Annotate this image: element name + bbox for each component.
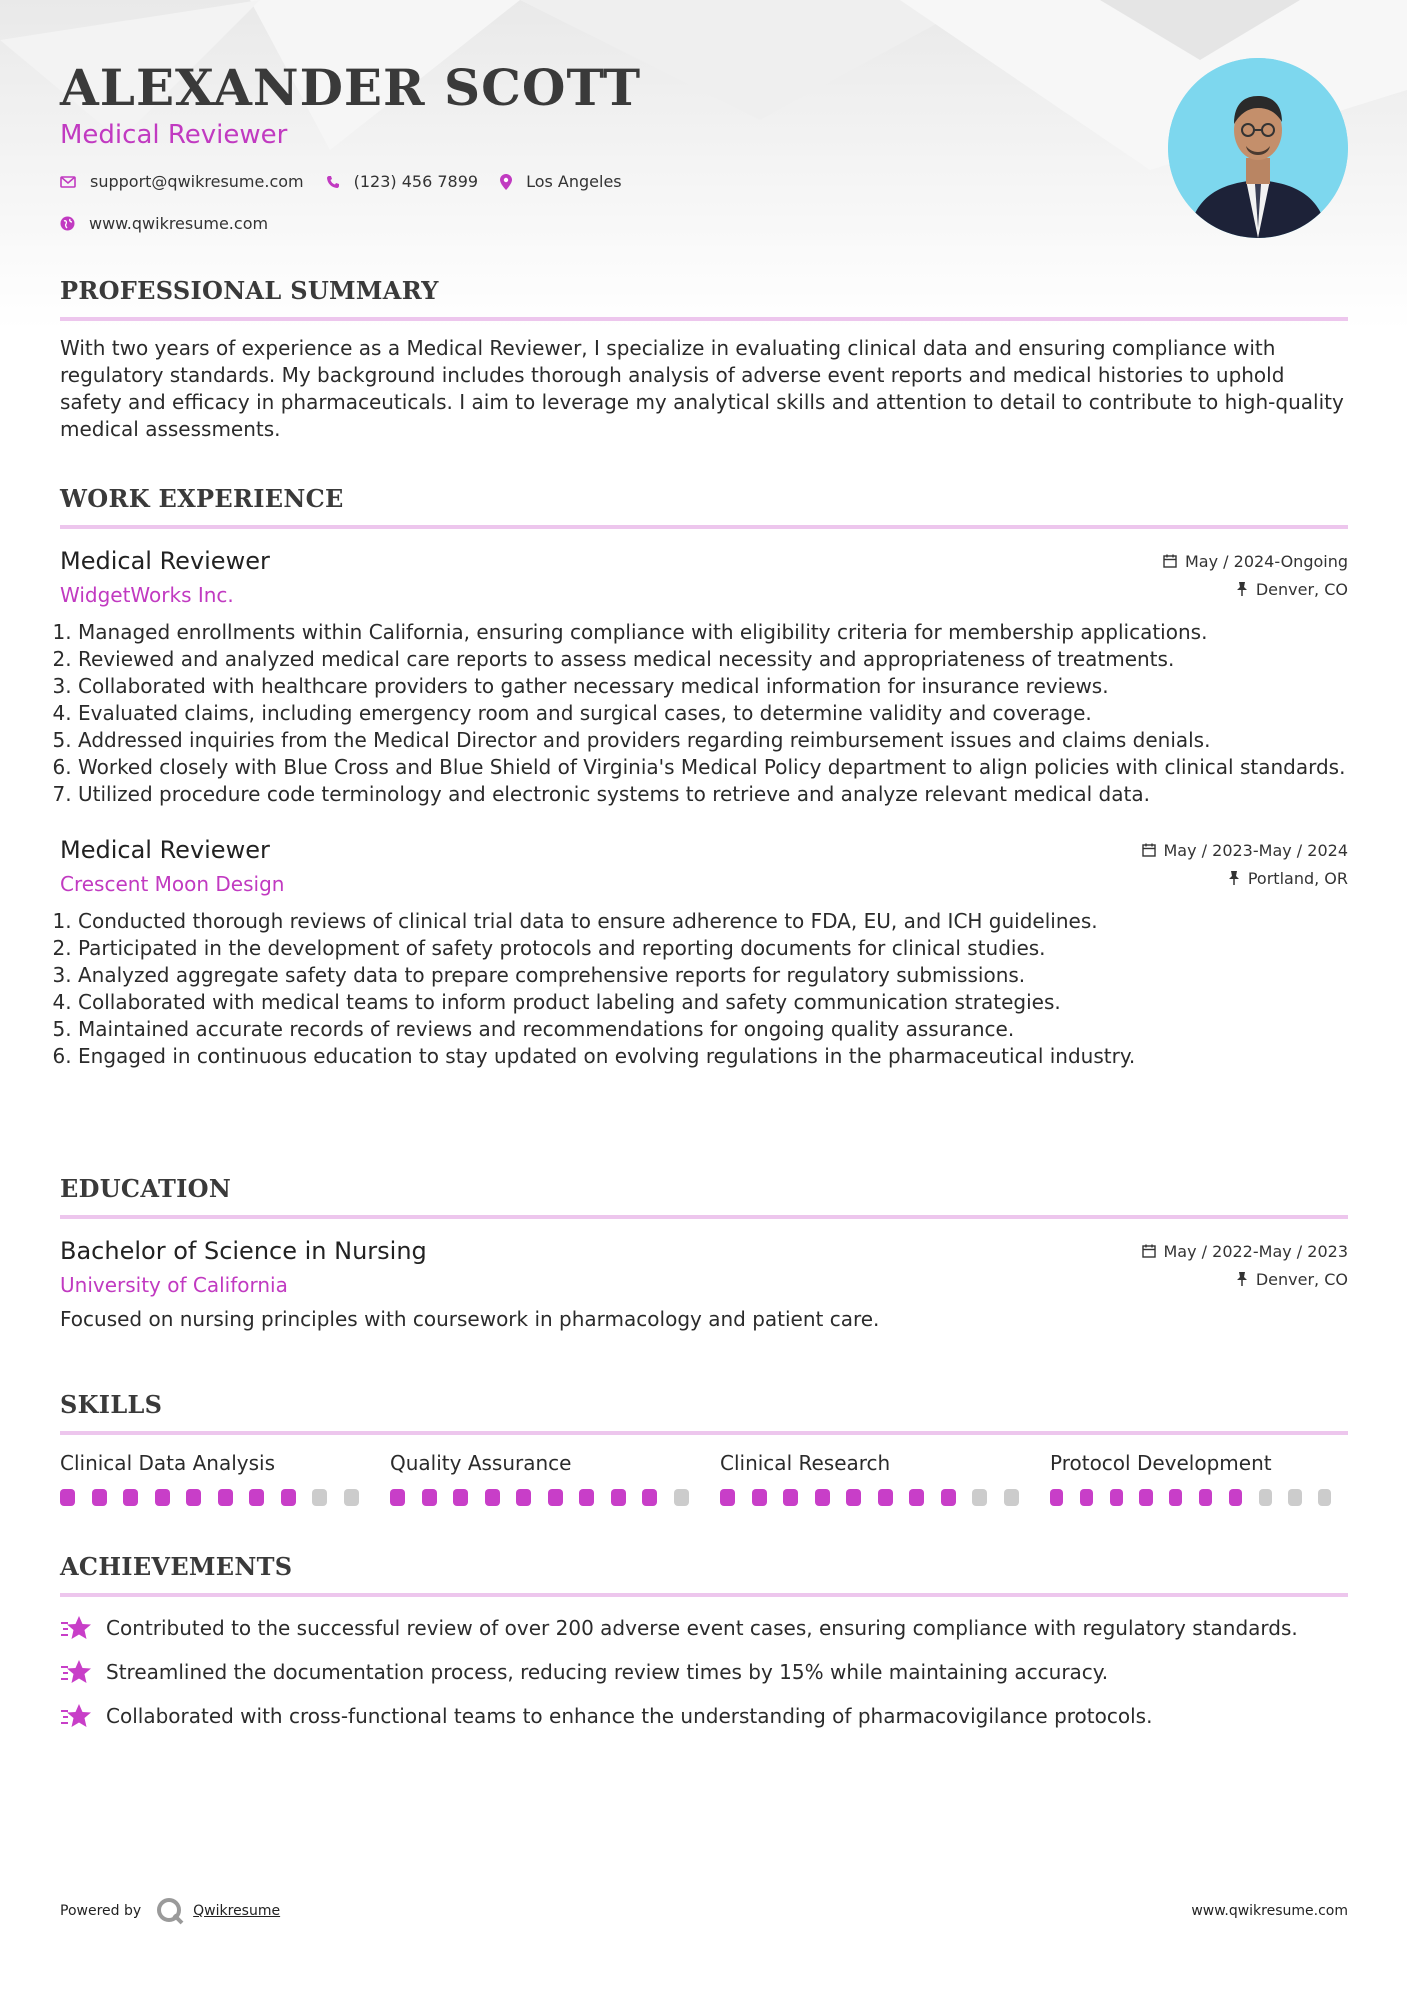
- skill-rating: [60, 1489, 390, 1506]
- contact-row: [60, 172, 644, 191]
- education-meta: [1142, 1237, 1349, 1293]
- skill-name: Clinical Research: [720, 1451, 891, 1475]
- list-item: 3. Collaborated with healthcare providers to gather necessary medical information for insurance reviews.: [78, 673, 1348, 700]
- summary-text: With two years of experience as a Medical Reviewer, I specialize in evaluating clinical data and ensuring compliance with regulatory standards. My background includes thorough analysis of adverse event reports and medical histories to uphold safety and efficacy in pharmaceuticals. I aim to leverage my analytical skills and attention to detail to contribute to high-quality medical assessments.: [60, 336, 1344, 441]
- rating-dot-filled: [186, 1489, 201, 1506]
- list-item: 5. Maintained accurate records of reviews and recommendations for ongoing quality assurance.: [78, 1016, 1348, 1043]
- rating-dot-filled: [281, 1489, 296, 1506]
- summary-heading: PROFESSIONAL SUMMARY: [60, 276, 1348, 321]
- school-name: University of California: [60, 1273, 288, 1297]
- job-dates: May / 2023-May / 2024: [1163, 840, 1348, 860]
- education-dates: May / 2022-May / 2023: [1163, 1241, 1348, 1261]
- rating-dot-filled: [720, 1489, 735, 1506]
- rating-dot-filled: [878, 1489, 893, 1506]
- rating-dot-empty: [972, 1489, 987, 1506]
- rating-dot-empty: [674, 1489, 689, 1506]
- education-description: Focused on nursing principles with coursework in pharmacology and patient care.: [60, 1307, 880, 1331]
- rating-dot-filled: [1169, 1489, 1182, 1506]
- job-entry: [60, 547, 1348, 808]
- star-badge-icon: [60, 1615, 92, 1641]
- rating-dot-filled: [783, 1489, 798, 1506]
- education-location: Denver, CO: [1255, 1269, 1348, 1289]
- rating-dot-filled: [218, 1489, 233, 1506]
- job-location: Denver, CO: [1255, 579, 1348, 599]
- job-meta: [1142, 836, 1349, 892]
- list-item: 5. Addressed inquiries from the Medical Director and providers regarding reimbursement issues and claims denials.: [78, 727, 1348, 754]
- skill-rating: [390, 1489, 720, 1506]
- achievement-item: [60, 1659, 1348, 1685]
- rating-dot-filled: [752, 1489, 767, 1506]
- skills-section: [60, 1390, 1348, 1506]
- job-bullets: [60, 908, 1348, 1070]
- job-dates: May / 2024-Ongoing: [1185, 551, 1348, 571]
- rating-dot-filled: [815, 1489, 830, 1506]
- calendar-icon: [1142, 1244, 1156, 1258]
- rating-dot-filled: [60, 1489, 75, 1506]
- star-badge-icon: [60, 1703, 92, 1729]
- list-item: 4. Evaluated claims, including emergency room and surgical cases, to determine validity and coverage.: [78, 700, 1348, 727]
- rating-dot-filled: [155, 1489, 170, 1506]
- job-location: Portland, OR: [1247, 868, 1348, 888]
- degree-title: Bachelor of Science in Nursing: [60, 1237, 427, 1265]
- contact-row-website: [60, 214, 290, 233]
- experience-section: [60, 484, 1348, 1070]
- rating-dot-filled: [249, 1489, 264, 1506]
- contact-website[interactable]: [60, 214, 268, 233]
- skill-name: Protocol Development: [1050, 1451, 1272, 1475]
- job-entry: [60, 836, 1348, 1070]
- skill-rating: [1050, 1489, 1348, 1506]
- achievements-heading: ACHIEVEMENTS: [60, 1552, 1348, 1597]
- phone-icon: [326, 175, 340, 189]
- rating-dot-filled: [1110, 1489, 1123, 1506]
- profile-photo: [1168, 58, 1348, 238]
- contact-email[interactable]: [60, 172, 304, 191]
- rating-dot-filled: [123, 1489, 138, 1506]
- pushpin-icon: [1236, 1272, 1248, 1286]
- rating-dot-filled: [92, 1489, 107, 1506]
- job-meta: [1163, 547, 1348, 603]
- skills-heading: SKILLS: [60, 1390, 1348, 1435]
- star-badge-icon: [60, 1659, 92, 1685]
- rating-dot-empty: [1288, 1489, 1301, 1506]
- achievement-text: Contributed to the successful review of over 200 adverse event cases, ensuring compliance with regulatory standards.: [106, 1616, 1298, 1640]
- list-item: 4. Collaborated with medical teams to inform product labeling and safety communication strategies.: [78, 989, 1348, 1016]
- list-item: 7. Utilized procedure code terminology and electronic systems to retrieve and analyze relevant medical data.: [78, 781, 1348, 808]
- skill-name: Clinical Data Analysis: [60, 1451, 275, 1475]
- achievements-section: [60, 1552, 1348, 1729]
- rating-dot-filled: [1199, 1489, 1212, 1506]
- list-item: 1. Conducted thorough reviews of clinical trial data to ensure adherence to FDA, EU, and ICH guidelines.: [78, 908, 1348, 935]
- rating-dot-filled: [516, 1489, 531, 1506]
- rating-dot-filled: [579, 1489, 594, 1506]
- rating-dot-filled: [422, 1489, 437, 1506]
- education-section: [60, 1174, 1348, 1331]
- list-item: 2. Reviewed and analyzed medical care reports to assess medical necessity and appropriateness of treatments.: [78, 646, 1348, 673]
- experience-heading: WORK EXPERIENCE: [60, 484, 1348, 529]
- job-title: Medical Reviewer: [60, 836, 270, 864]
- skill-item: [1050, 1451, 1348, 1506]
- rating-dot-filled: [453, 1489, 468, 1506]
- pushpin-icon: [1228, 871, 1240, 885]
- location-text: Los Angeles: [526, 172, 622, 191]
- job-company: Crescent Moon Design: [60, 872, 285, 896]
- rating-dot-filled: [611, 1489, 626, 1506]
- calendar-icon: [1163, 554, 1177, 568]
- rating-dot-filled: [909, 1489, 924, 1506]
- footer-website[interactable]: www.qwikresume.com: [1191, 1903, 1348, 1919]
- rating-dot-filled: [1139, 1489, 1152, 1506]
- qwikresume-link[interactable]: Qwikresume: [193, 1903, 281, 1919]
- rating-dot-filled: [1050, 1489, 1063, 1506]
- candidate-role: Medical Reviewer: [60, 120, 288, 150]
- email-text: support@qwikresume.com: [90, 172, 304, 191]
- rating-dot-filled: [1229, 1489, 1242, 1506]
- globe-icon: [60, 216, 75, 231]
- rating-dot-filled: [548, 1489, 563, 1506]
- job-title: Medical Reviewer: [60, 547, 270, 575]
- pushpin-icon: [1236, 582, 1248, 596]
- achievement-item: [60, 1615, 1348, 1641]
- job-company: WidgetWorks Inc.: [60, 583, 234, 607]
- rating-dot-filled: [941, 1489, 956, 1506]
- calendar-icon: [1142, 843, 1156, 857]
- achievement-text: Collaborated with cross-functional teams to enhance the understanding of pharmacovigilance protocols.: [106, 1704, 1153, 1728]
- map-pin-icon: [500, 174, 512, 190]
- candidate-name: ALEXANDER SCOTT: [60, 58, 642, 117]
- skill-rating: [720, 1489, 1050, 1506]
- list-item: 6. Engaged in continuous education to stay updated on evolving regulations in the pharmaceutical industry.: [78, 1043, 1348, 1070]
- powered-by-label: Powered by: [60, 1903, 142, 1919]
- contact-phone[interactable]: [326, 172, 478, 191]
- rating-dot-filled: [485, 1489, 500, 1506]
- phone-text: (123) 456 7899: [353, 172, 479, 191]
- list-item: 2. Participated in the development of safety protocols and reporting documents for clinical studies.: [78, 935, 1348, 962]
- rating-dot-filled: [390, 1489, 405, 1506]
- skill-name: Quality Assurance: [390, 1451, 572, 1475]
- education-heading: EDUCATION: [60, 1174, 1348, 1219]
- skills-list: [60, 1451, 1348, 1506]
- qwikresume-logo-icon: [155, 1896, 185, 1926]
- skill-item: [720, 1451, 1050, 1506]
- education-entry: [60, 1237, 1348, 1331]
- rating-dot-empty: [344, 1489, 359, 1506]
- job-bullets: [60, 619, 1348, 808]
- achievement-text: Streamlined the documentation process, reducing review times by 15% while maintaining accuracy.: [106, 1660, 1109, 1684]
- website-text: www.qwikresume.com: [89, 214, 269, 233]
- skill-item: [60, 1451, 390, 1506]
- rating-dot-empty: [1259, 1489, 1272, 1506]
- envelope-icon: [60, 176, 76, 188]
- list-item: 6. Worked closely with Blue Cross and Blue Shield of Virginia's Medical Policy department to align policies with clinical standards.: [78, 754, 1348, 781]
- rating-dot-empty: [1318, 1489, 1331, 1506]
- footer: [60, 1896, 1348, 1926]
- list-item: 1. Managed enrollments within California, ensuring compliance with eligibility criteria for membership applications.: [78, 619, 1348, 646]
- achievement-item: [60, 1703, 1348, 1729]
- rating-dot-filled: [846, 1489, 861, 1506]
- contact-location: [500, 172, 622, 191]
- skill-item: [390, 1451, 720, 1506]
- summary-section: [60, 276, 1348, 443]
- rating-dot-empty: [312, 1489, 327, 1506]
- rating-dot-empty: [1004, 1489, 1019, 1506]
- list-item: 3. Analyzed aggregate safety data to prepare comprehensive reports for regulatory submissions.: [78, 962, 1348, 989]
- rating-dot-filled: [642, 1489, 657, 1506]
- rating-dot-filled: [1080, 1489, 1093, 1506]
